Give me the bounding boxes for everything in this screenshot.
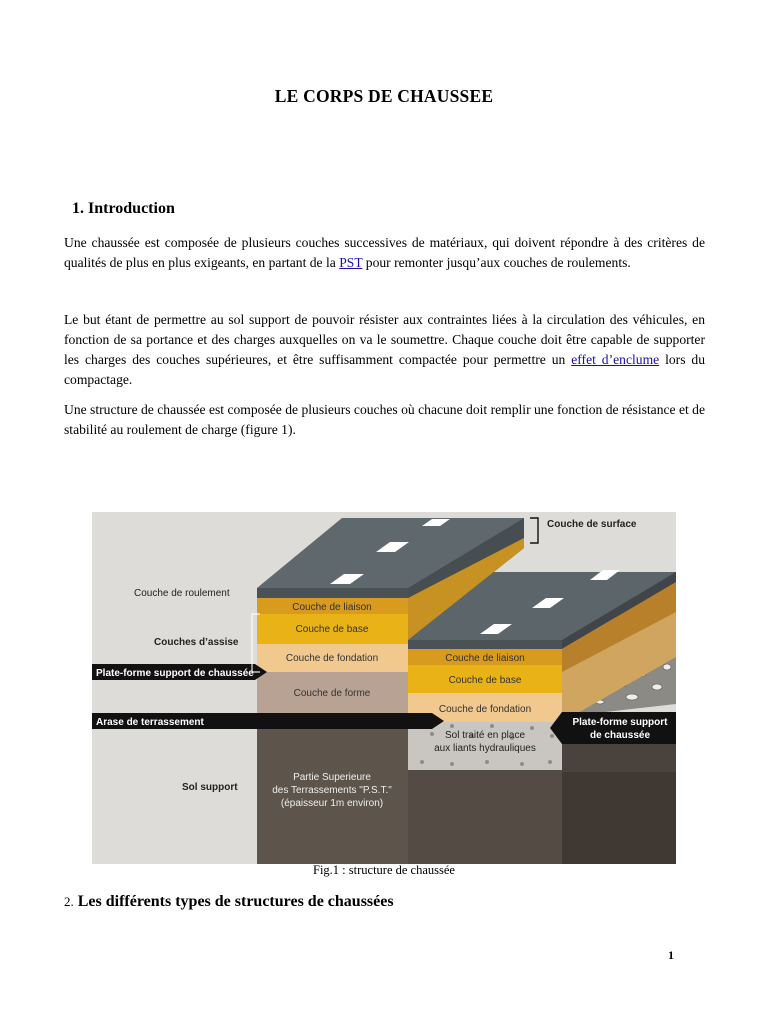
label-couches-assise: Couches d’assise bbox=[154, 637, 239, 648]
label-plateforme-right-2: de chaussée bbox=[589, 730, 651, 741]
section-1-heading: 1. Introduction bbox=[72, 200, 175, 217]
label-fondation-right: Couche de fondation bbox=[438, 704, 532, 715]
paragraph-1-text-b: pour remonter jusqu’aux couches de roulements. bbox=[362, 255, 631, 270]
label-sol-traite-1: Sol traité en place bbox=[444, 730, 526, 741]
paragraph-1-text-a: Une chaussée est composée de plusieurs couches successives de matériaux, qui doivent répondre à des critères de qualités de plus en plus exigeants, en partant de la bbox=[64, 235, 705, 270]
label-liaison-left: Couche de liaison bbox=[292, 602, 372, 613]
label-base-right: Couche de base bbox=[448, 675, 522, 686]
left-asphalt-front bbox=[257, 588, 408, 598]
label-pst-3: (épaisseur 1m environ) bbox=[280, 798, 384, 809]
label-base-left: Couche de base bbox=[295, 624, 369, 635]
label-forme: Couche de forme bbox=[293, 688, 371, 699]
figure-caption: Fig.1 : structure de chaussée bbox=[313, 863, 455, 877]
label-plateforme-right-1: Plate-forme support bbox=[572, 717, 668, 728]
pst-link[interactable]: PST bbox=[339, 255, 363, 270]
right-asphalt-front bbox=[408, 640, 562, 649]
paragraph-2-text-b: lors du compactage. bbox=[64, 352, 706, 387]
label-pst-2: des Terrassements "P.S.T." bbox=[272, 785, 392, 796]
section-2-heading bbox=[64, 893, 394, 911]
label-couche-roulement: Couche de roulement bbox=[134, 588, 230, 599]
label-sol-traite-2: aux liants hydrauliques bbox=[434, 743, 536, 754]
paragraph-1 bbox=[64, 233, 705, 273]
label-arase: Arase de terrassement bbox=[96, 717, 204, 728]
page-title: LE CORPS DE CHAUSSEE bbox=[274, 86, 494, 106]
label-couche-surface: Couche de surface bbox=[547, 519, 637, 530]
road-structure-figure bbox=[92, 512, 676, 864]
ground-band-right bbox=[408, 770, 562, 864]
ground-right-lower bbox=[562, 772, 676, 864]
label-pst-1: Partie Superieure bbox=[293, 772, 371, 783]
page-number: 1 bbox=[668, 948, 674, 962]
paragraph-2-text-a: Le but étant de permettre au sol support de pouvoir résister aux contraintes liées à la circulation des véhicules, en fonction de sa portance et des charges auxquelles on va le soumettre. Chaque couche doit être capable de supporter les charges des couches supérieures, et être suffisamment compactée pour permettre un bbox=[64, 312, 705, 367]
paragraph-2 bbox=[64, 310, 705, 390]
paragraph-3: Une structure de chaussée est composée de plusieurs couches où chacune doit remplir une fonction de résistance et de stabilité au roulement de charge (figure 1). bbox=[64, 402, 705, 437]
section-2-number: 2. bbox=[64, 894, 74, 909]
effet-enclume-link[interactable]: effet d’enclume bbox=[571, 352, 660, 367]
label-sol-support: Sol support bbox=[182, 782, 238, 793]
label-liaison-right: Couche de liaison bbox=[445, 653, 525, 664]
section-2-title: Les différents types de structures de chaussées bbox=[77, 893, 394, 910]
label-plateforme-left: Plate-forme support de chaussée bbox=[96, 668, 254, 679]
label-fondation-left: Couche de fondation bbox=[285, 653, 379, 664]
